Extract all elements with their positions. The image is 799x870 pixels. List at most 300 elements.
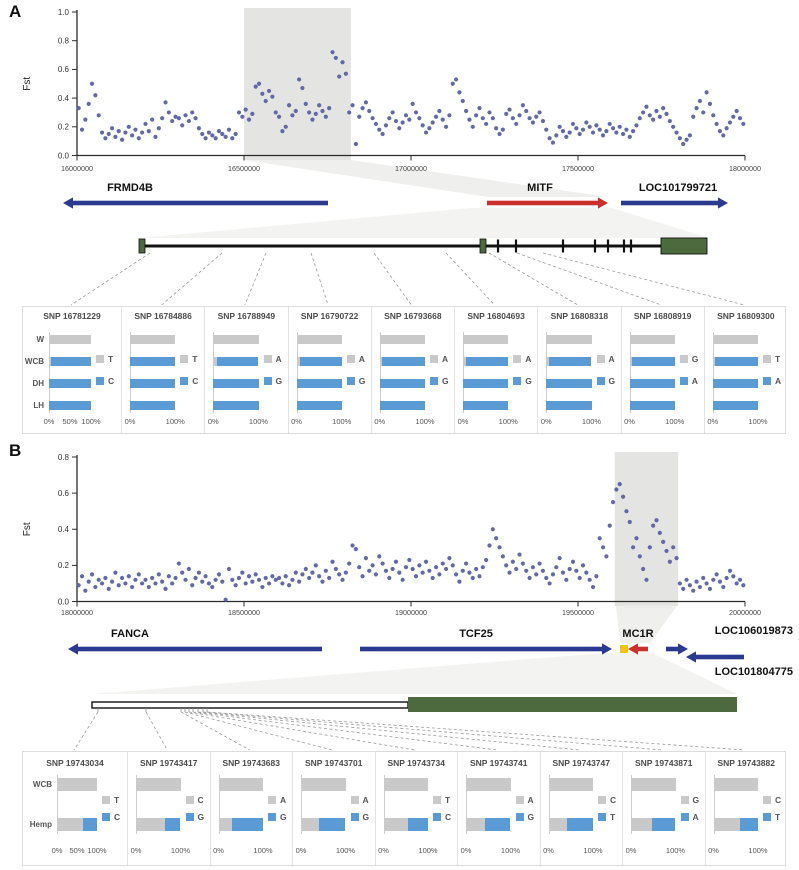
fst-point	[384, 569, 388, 573]
allele-frequency-bar	[213, 335, 258, 344]
allele-bar-blue	[630, 379, 675, 388]
fst-point	[270, 574, 274, 578]
y-tick-label: 0.8	[57, 452, 69, 462]
allele-bar-gray	[57, 818, 83, 831]
allele-bar-blue	[652, 818, 675, 831]
snp-frequency-panel-b	[22, 751, 786, 866]
fst-point	[424, 560, 428, 564]
exon-tick	[515, 240, 517, 253]
snp-box	[454, 307, 537, 433]
gene-arrow-shaft	[695, 655, 744, 660]
allele-bar-gray	[713, 335, 758, 344]
y-axis-title: Fst	[22, 76, 33, 91]
fst-point	[584, 571, 588, 575]
percent-tick-label: 50%	[62, 417, 78, 426]
snp-box	[127, 752, 210, 865]
legend-allele-label: C	[114, 812, 121, 822]
fst-point	[738, 116, 742, 120]
fst-point	[517, 552, 521, 556]
fst-point	[167, 574, 171, 578]
fst-point	[307, 576, 311, 580]
fst-point	[741, 583, 745, 587]
fst-point	[100, 581, 104, 585]
percent-tick-label: 0%	[460, 846, 472, 855]
fst-point	[654, 109, 658, 113]
fst-point	[240, 571, 244, 575]
fst-point	[691, 115, 695, 119]
fst-point	[701, 110, 705, 114]
allele-bar-blue	[463, 401, 508, 410]
fst-point	[77, 106, 81, 110]
percent-tick-label: 0%	[207, 417, 219, 426]
fst-point	[414, 110, 418, 114]
fst-point	[397, 126, 401, 130]
fst-point	[721, 133, 725, 137]
percent-tick-label: 100%	[170, 846, 191, 855]
fst-point	[601, 133, 605, 137]
fst-point	[307, 110, 311, 114]
fst-point	[514, 122, 518, 126]
allele-frequency-bar	[49, 401, 91, 410]
allele-bar-blue	[713, 379, 758, 388]
fst-point	[133, 578, 137, 582]
legend-swatch	[96, 377, 104, 385]
fst-point	[97, 578, 101, 582]
percent-tick-label: 100%	[87, 846, 107, 855]
fst-point	[250, 580, 254, 584]
fst-point	[451, 563, 455, 567]
allele-bar-blue	[380, 401, 425, 410]
gene-arrow-shaft	[77, 647, 322, 652]
fst-point	[187, 119, 191, 123]
fst-point	[330, 560, 334, 564]
legend-swatch	[430, 377, 438, 385]
legend-swatch	[516, 813, 524, 821]
allele-frequency-bar	[546, 335, 591, 344]
legend-swatch	[681, 813, 689, 821]
fst-point	[694, 106, 698, 110]
fst-point	[614, 487, 618, 491]
fst-point	[360, 106, 364, 110]
allele-bar-gray	[213, 335, 258, 344]
fst-point	[621, 495, 625, 499]
fst-point	[521, 103, 525, 107]
fst-point	[354, 142, 358, 146]
fst-point	[163, 587, 167, 591]
fst-point	[357, 115, 361, 119]
fst-point	[544, 128, 548, 132]
fst-point	[173, 576, 177, 580]
connector-dashed	[374, 253, 411, 305]
fst-point	[568, 567, 572, 571]
fst-point	[217, 572, 221, 576]
fst-point	[130, 585, 134, 589]
fst-point	[651, 524, 655, 528]
fst-point	[153, 581, 157, 585]
snp-title: SNP 16809300	[717, 311, 775, 321]
percent-tick-label: 0%	[130, 846, 142, 855]
percent-tick-label: 100%	[418, 846, 438, 855]
snp-title: SNP 16804693	[467, 311, 525, 321]
fst-point	[264, 99, 268, 103]
exon-tick	[623, 240, 625, 253]
snp-box	[204, 307, 287, 433]
snp-box	[704, 307, 787, 433]
fst-point	[374, 122, 378, 126]
fst-point	[214, 136, 218, 140]
percent-tick-label: 100%	[248, 417, 269, 426]
fst-point	[137, 572, 141, 576]
fst-point	[120, 138, 124, 142]
allele-frequency-bar	[466, 778, 511, 791]
fst-point	[317, 103, 321, 107]
gene-label: TCF25	[459, 628, 493, 640]
fst-point	[474, 113, 478, 117]
fst-point	[621, 132, 625, 136]
fst-point	[461, 569, 465, 573]
allele-frequency-bar	[630, 335, 675, 344]
snp-box	[210, 752, 293, 865]
fst-point	[260, 585, 264, 589]
fst-point	[728, 569, 732, 573]
connector-dashed	[146, 712, 167, 750]
snp-title: SNP 19743683	[222, 758, 280, 768]
allele-frequency-bar	[384, 778, 429, 791]
fst-point	[207, 130, 211, 134]
fst-point	[618, 482, 622, 486]
fst-point	[741, 122, 745, 126]
legend-allele-label: A	[280, 795, 287, 805]
fst-point	[350, 103, 354, 107]
legend-swatch	[180, 377, 188, 385]
fst-point	[608, 122, 612, 126]
legend-allele-label: T	[192, 354, 198, 364]
fst-point	[274, 110, 278, 114]
fst-point	[310, 571, 314, 575]
fst-point	[534, 572, 538, 576]
fst-point	[137, 136, 141, 140]
legend-allele-label: A	[691, 376, 698, 386]
fst-point	[437, 572, 441, 576]
fst-point	[364, 556, 368, 560]
fst-point	[524, 569, 528, 573]
fst-point	[417, 563, 421, 567]
fst-point	[123, 130, 127, 134]
gene-arrowhead	[718, 197, 728, 208]
fst-point	[404, 565, 408, 569]
fst-point	[521, 561, 525, 565]
fst-point	[90, 82, 94, 86]
fst-point	[207, 581, 211, 585]
fst-point	[507, 571, 511, 575]
legend-allele-label: A	[775, 376, 782, 386]
legend-allele-label: A	[275, 354, 282, 364]
fst-point	[628, 135, 632, 139]
legend-allele-label: T	[108, 354, 114, 364]
fst-point	[544, 576, 548, 580]
fst-point	[671, 545, 675, 549]
fst-point	[517, 113, 521, 117]
allele-bar-gray	[631, 778, 676, 791]
gene-arrow-shaft	[72, 201, 328, 206]
fst-point	[681, 142, 685, 146]
snp-title: SNP 19743734	[387, 758, 445, 768]
fst-point	[447, 556, 451, 560]
fst-point	[644, 105, 648, 109]
connector-dashed	[74, 712, 98, 750]
allele-frequency-bar	[466, 818, 510, 831]
fst-point	[611, 126, 615, 130]
fst-point	[457, 580, 461, 584]
allele-bar-blue	[567, 818, 593, 831]
fst-point	[731, 115, 735, 119]
allele-frequency-bar	[49, 357, 91, 366]
fst-point	[534, 115, 538, 119]
fst-point	[284, 125, 288, 129]
fst-point	[344, 72, 348, 76]
fst-point	[661, 106, 665, 110]
fst-point	[434, 565, 438, 569]
fst-point	[684, 138, 688, 142]
fst-point	[407, 118, 411, 122]
connector-dashed	[162, 253, 222, 305]
fst-point	[541, 119, 545, 123]
fst-point	[381, 132, 385, 136]
fst-point	[501, 128, 505, 132]
connector-dashed	[207, 712, 745, 750]
legend-allele-label: C	[775, 795, 782, 805]
allele-frequency-bar	[384, 818, 428, 831]
gene-model-green-rect-b	[408, 697, 737, 712]
allele-bar-blue	[485, 818, 511, 831]
allele-frequency-bar	[301, 778, 346, 791]
fst-point	[541, 569, 545, 573]
fst-point	[451, 82, 455, 86]
fst-point	[581, 128, 585, 132]
legend-swatch	[264, 355, 272, 363]
allele-frequency-bar	[57, 778, 97, 791]
gene-label: MC1R	[622, 628, 654, 640]
allele-frequency-bar	[380, 401, 425, 410]
snp-box	[23, 307, 121, 433]
fst-point	[210, 133, 214, 137]
snp-title: SNP 16784886	[134, 311, 192, 321]
fst-point	[143, 122, 147, 126]
gene-model-open-rect-b	[92, 702, 408, 708]
allele-bar-blue	[130, 379, 175, 388]
legend-swatch	[516, 796, 524, 804]
snp-box	[121, 307, 204, 433]
fst-point	[735, 581, 739, 585]
legend-allele-label: T	[775, 354, 781, 364]
allele-bar-gray	[549, 818, 568, 831]
fst-point	[611, 500, 615, 504]
x-tick-label: 19500000	[562, 608, 594, 617]
gene-label: MITF	[527, 182, 553, 194]
fst-point	[411, 567, 415, 571]
fst-point	[157, 126, 161, 130]
fst-point	[628, 520, 632, 524]
fst-point	[648, 545, 652, 549]
fst-point	[220, 580, 224, 584]
x-tick-label: 16000000	[61, 164, 93, 173]
fst-point	[120, 576, 124, 580]
fst-point	[531, 120, 535, 124]
allele-frequency-bar	[546, 401, 591, 410]
fst-point	[581, 563, 585, 567]
allele-bar-gray	[631, 818, 652, 831]
y-axis-title: Fst	[22, 522, 33, 537]
fst-point	[658, 115, 662, 119]
fst-point	[244, 581, 248, 585]
fst-point	[147, 585, 151, 589]
fst-point	[474, 567, 478, 571]
allele-bar-gray	[549, 778, 594, 791]
fst-point	[604, 129, 608, 133]
fst-point	[511, 116, 515, 120]
fst-point	[564, 578, 568, 582]
legend-swatch	[598, 796, 606, 804]
fst-point	[654, 518, 658, 522]
percent-tick-label: 0%	[43, 417, 55, 426]
fst-point	[350, 543, 354, 547]
allele-frequency-bar	[219, 778, 264, 791]
gene-arrowhead	[678, 643, 688, 654]
fst-point	[527, 576, 531, 580]
fst-point	[641, 567, 645, 571]
gene-label: LOC101799721	[638, 182, 718, 194]
fst-point	[588, 578, 592, 582]
fst-point	[197, 126, 201, 130]
fst-point	[441, 118, 445, 122]
fst-point	[367, 109, 371, 113]
fst-point	[507, 107, 511, 111]
fst-point	[497, 545, 501, 549]
fst-point	[234, 583, 238, 587]
connector-dashed	[311, 253, 328, 305]
percent-tick-label: 100%	[498, 417, 518, 426]
fst-point	[715, 122, 719, 126]
fst-point	[294, 571, 298, 575]
fst-point	[391, 567, 395, 571]
exon-tick	[630, 240, 632, 253]
fst-point	[598, 536, 602, 540]
allele-frequency-bar	[136, 778, 181, 791]
percent-tick-label: 0%	[708, 846, 719, 855]
legend-allele-label: C	[197, 795, 204, 805]
legend-allele-label: A	[527, 795, 534, 805]
y-tick-label: 0.6	[57, 65, 69, 75]
fst-point	[230, 136, 234, 140]
fst-point	[327, 576, 331, 580]
fst-point	[591, 130, 595, 134]
snp-title: SNP 16790722	[300, 311, 359, 321]
fst-point	[387, 576, 391, 580]
fst-point	[417, 116, 421, 120]
percent-tick-label: 0%	[291, 417, 302, 426]
fst-point	[127, 125, 131, 129]
x-tick-label: 18500000	[228, 608, 260, 617]
fst-point	[110, 580, 114, 584]
allele-bar-gray	[136, 818, 165, 831]
fst-point	[401, 578, 405, 582]
legend-swatch	[513, 355, 521, 363]
fst-point	[374, 572, 378, 576]
fst-point	[193, 116, 197, 120]
legend-swatch	[597, 355, 605, 363]
fst-point	[588, 125, 592, 129]
fst-point	[678, 136, 682, 140]
legend-swatch	[186, 796, 194, 804]
legend-allele-label: G	[691, 354, 699, 364]
legend-allele-label: A	[692, 812, 699, 822]
allele-frequency-bar	[213, 379, 258, 388]
fst-point	[183, 113, 187, 117]
legend-allele-label: A	[442, 354, 449, 364]
fst-point	[718, 129, 722, 133]
snp-title: SNP 16808318	[550, 311, 609, 321]
fst-point	[591, 585, 595, 589]
gene-arrow-shaft	[621, 201, 719, 206]
percent-tick-label: 100%	[665, 417, 685, 426]
allele-frequency-bar	[631, 818, 675, 831]
y-tick-label: 1.0	[57, 7, 69, 17]
fst-point	[264, 576, 268, 580]
percent-tick-label: 0%	[457, 417, 469, 426]
zoom-trapezoid-a-lower	[140, 208, 709, 238]
allele-frequency-bar	[130, 357, 175, 366]
fst-point	[558, 556, 562, 560]
fst-point	[93, 585, 97, 589]
fst-point	[664, 549, 668, 553]
gene-arrowhead	[686, 651, 696, 662]
fst-point	[568, 130, 572, 134]
allele-bar-blue	[632, 357, 675, 366]
allele-bar-gray	[463, 335, 508, 344]
legend-allele-label: T	[610, 812, 616, 822]
legend-swatch	[268, 813, 276, 821]
fst-point	[477, 106, 481, 110]
allele-bar-gray	[297, 335, 342, 344]
fst-point	[180, 571, 184, 575]
fst-point	[624, 509, 628, 513]
fst-point	[704, 90, 708, 94]
gene-accent-block	[620, 645, 628, 653]
fst-point	[107, 587, 111, 591]
allele-bar-blue	[297, 379, 342, 388]
allele-frequency-bar	[380, 379, 425, 388]
fst-point	[224, 135, 228, 139]
percent-tick-label: 0%	[51, 846, 63, 855]
gene-arrowhead	[68, 643, 78, 654]
fst-point	[427, 569, 431, 573]
exon-tick	[497, 240, 499, 253]
exon-tick	[607, 240, 609, 253]
fst-point	[454, 77, 458, 81]
fst-point	[688, 583, 692, 587]
fst-point	[257, 82, 261, 86]
fst-point	[447, 113, 451, 117]
allele-frequency-bar	[714, 818, 758, 831]
snp-title: SNP 16793668	[384, 311, 442, 321]
fst-point	[467, 118, 471, 122]
fst-point	[360, 574, 364, 578]
fst-point	[190, 110, 194, 114]
fst-point	[558, 125, 562, 129]
snp-box	[622, 752, 705, 865]
fst-point	[153, 135, 157, 139]
fst-point	[347, 561, 351, 565]
